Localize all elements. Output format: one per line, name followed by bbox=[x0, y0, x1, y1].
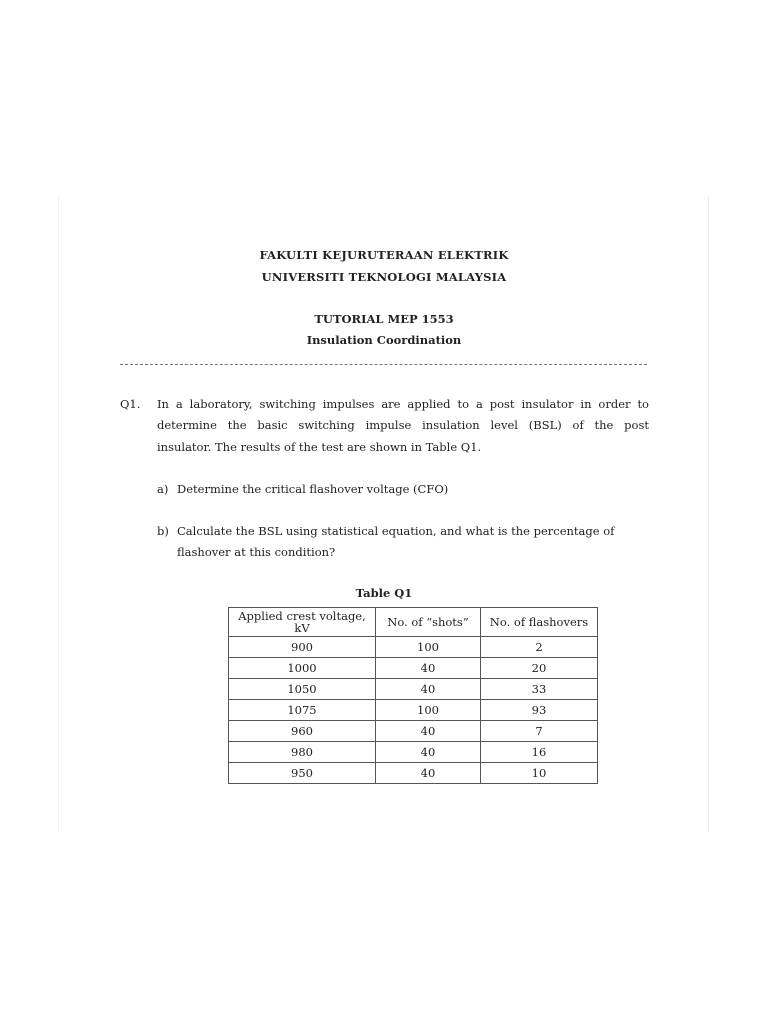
table-row bbox=[229, 763, 598, 784]
shots-cell: 40 bbox=[376, 763, 481, 784]
table-caption: Table Q1 bbox=[355, 586, 413, 600]
table-row bbox=[229, 679, 598, 700]
shots-cell: 40 bbox=[376, 658, 481, 679]
flashovers-cell: 93 bbox=[481, 700, 598, 721]
topic-title: Insulation Coordination bbox=[306, 333, 462, 347]
question-text-line: determine the basic switching impulse insulation level (BSL) of the post bbox=[157, 418, 649, 432]
tutorial-title: TUTORIAL MEP 1553 bbox=[314, 312, 454, 326]
voltage-cell: 1075 bbox=[229, 700, 376, 721]
flashovers-cell: 2 bbox=[481, 637, 598, 658]
faculty-heading: FAKULTI KEJURUTERAAN ELEKTRIK bbox=[259, 248, 509, 262]
table-row bbox=[229, 637, 598, 658]
results-table bbox=[228, 607, 598, 784]
voltage-cell: 960 bbox=[229, 721, 376, 742]
part-a-label: a) bbox=[157, 482, 169, 496]
voltage-cell: 1000 bbox=[229, 658, 376, 679]
part-b-text: Calculate the BSL using statistical equation, and what is the percentage of bbox=[177, 524, 615, 538]
page-edge bbox=[58, 196, 59, 832]
question-text-line: In a laboratory, switching impulses are applied to a post insulator in order to bbox=[157, 397, 649, 411]
voltage-cell: 950 bbox=[229, 763, 376, 784]
table-row bbox=[229, 700, 598, 721]
flashovers-cell: 10 bbox=[481, 763, 598, 784]
flashovers-cell: 7 bbox=[481, 721, 598, 742]
voltage-cell: 1050 bbox=[229, 679, 376, 700]
page-edge bbox=[708, 196, 709, 832]
flashovers-cell: 33 bbox=[481, 679, 598, 700]
question-number: Q1. bbox=[120, 397, 141, 411]
flashovers-cell: 16 bbox=[481, 742, 598, 763]
table-row bbox=[229, 742, 598, 763]
table-header-row bbox=[229, 608, 598, 637]
part-a-text: Determine the critical flashover voltage (CFO) bbox=[177, 482, 449, 496]
divider-rule bbox=[120, 364, 647, 365]
shots-cell: 40 bbox=[376, 742, 481, 763]
shots-cell: 40 bbox=[376, 679, 481, 700]
column-header-shots: No. of “shots” bbox=[376, 608, 481, 637]
table-row bbox=[229, 658, 598, 679]
shots-cell: 100 bbox=[376, 700, 481, 721]
part-b-label: b) bbox=[157, 524, 169, 538]
table-row bbox=[229, 721, 598, 742]
university-heading: UNIVERSITI TEKNOLOGI MALAYSIA bbox=[261, 270, 507, 284]
voltage-cell: 900 bbox=[229, 637, 376, 658]
shots-cell: 100 bbox=[376, 637, 481, 658]
part-b-text: flashover at this condition? bbox=[177, 545, 336, 559]
voltage-cell: 980 bbox=[229, 742, 376, 763]
flashovers-cell: 20 bbox=[481, 658, 598, 679]
column-header-flashovers: No. of flashovers bbox=[481, 608, 598, 637]
question-text-line: insulator. The results of the test are shown in Table Q1. bbox=[157, 440, 482, 454]
shots-cell: 40 bbox=[376, 721, 481, 742]
column-header-voltage: Applied crest voltage, kV bbox=[229, 608, 376, 637]
